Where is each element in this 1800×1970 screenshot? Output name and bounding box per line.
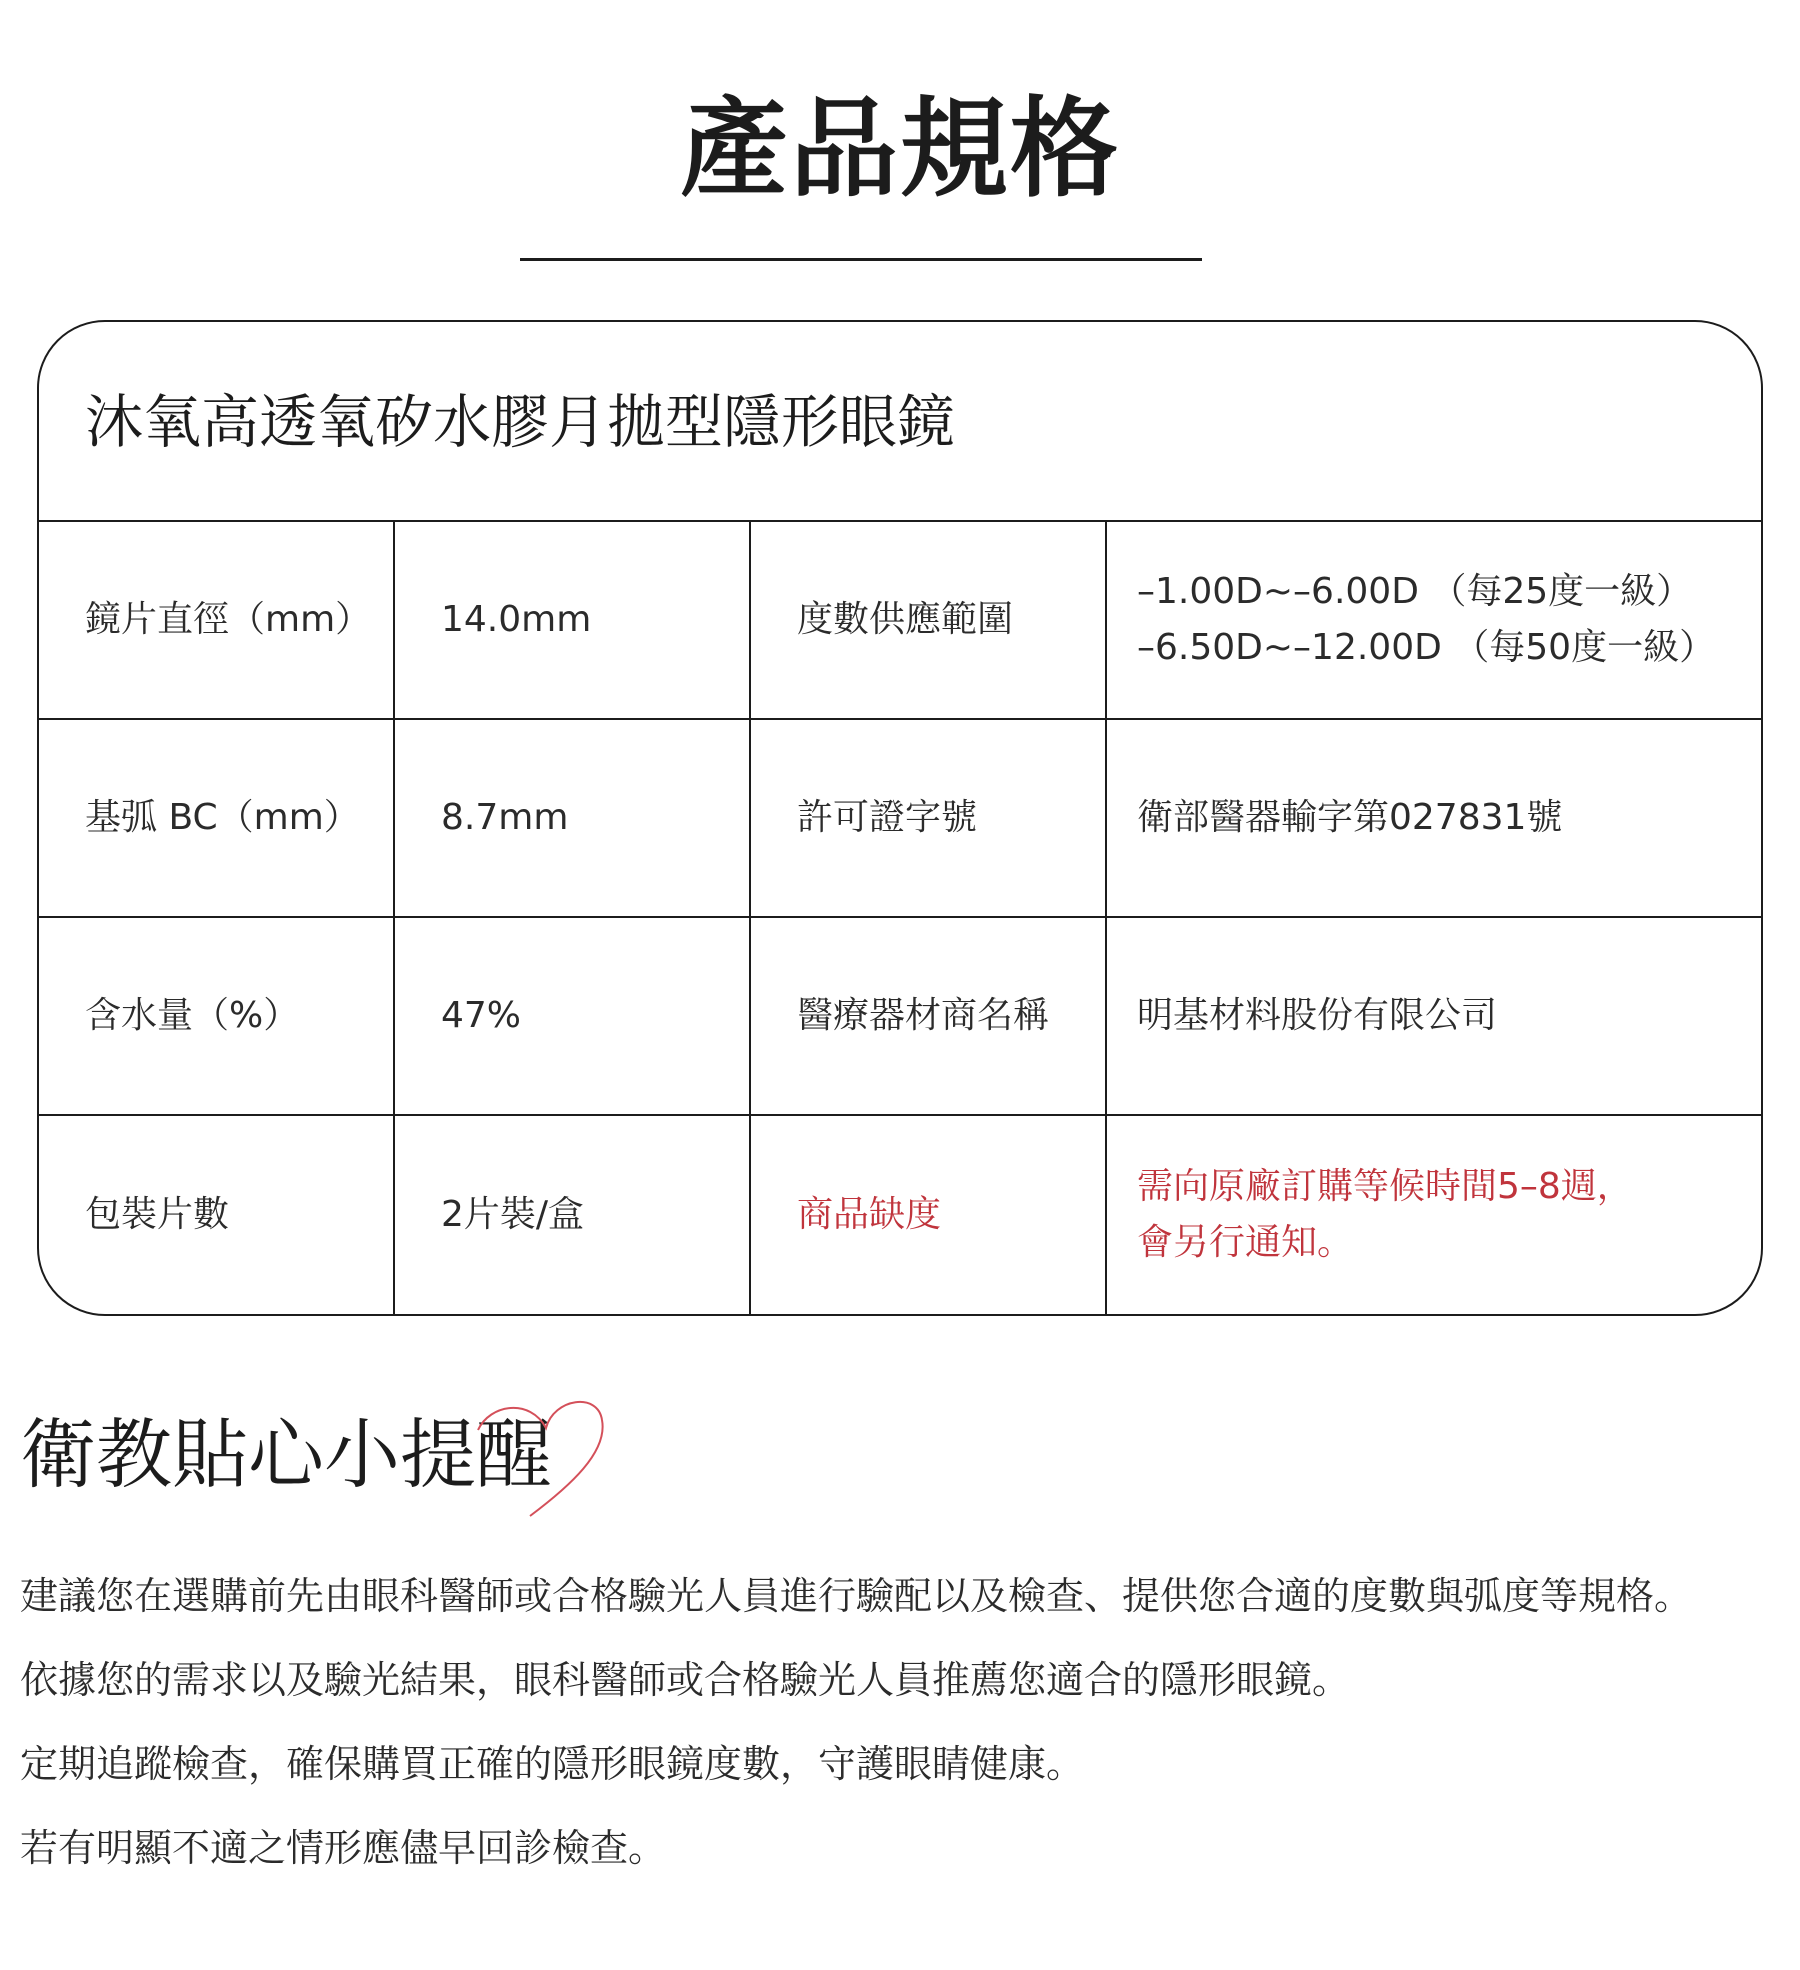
out-of-stock-line-2: 會另行通知。	[1137, 1222, 1354, 1263]
spec-value-base-curve: 8.7mm	[395, 720, 751, 918]
spec-grid	[39, 522, 1761, 1314]
spec-value-water-content: 47%	[395, 918, 751, 1116]
spec-label-package-count: 包裝片數	[39, 1116, 395, 1314]
spec-label-water-content: 含水量（%）	[39, 918, 395, 1116]
spec-value-power-range	[1107, 522, 1761, 720]
heart-outline-icon	[470, 1394, 632, 1518]
spec-label-base-curve: 基弧 BC（mm）	[39, 720, 395, 918]
tips-heading	[20, 1390, 620, 1540]
spec-card	[37, 320, 1763, 1316]
spec-value-license-number: 衛部醫器輸字第027831號	[1107, 720, 1761, 918]
page-title: 產品規格	[679, 87, 1120, 212]
spec-value-package-count: 2片裝/盒	[395, 1116, 751, 1314]
spec-value-manufacturer: 明基材料股份有限公司	[1107, 918, 1761, 1116]
spec-label-lens-diameter: 鏡片直徑（mm）	[39, 522, 395, 720]
spec-label-out-of-stock: 商品缺度	[751, 1116, 1107, 1314]
tip-line-2: 依據您的需求以及驗光結果，眼科醫師或合格驗光人員推薦您適合的隱形眼鏡。	[20, 1658, 1351, 1702]
product-name: 沐氧高透氧矽水膠月拋型隱形眼鏡	[39, 322, 1761, 522]
spec-label-power-range: 度數供應範圍	[751, 522, 1107, 720]
power-range-line-1: –1.00D~–6.00D （每25度一級）	[1137, 571, 1693, 612]
power-range-line-2: –6.50D~–12.00D （每50度一級）	[1137, 627, 1716, 668]
out-of-stock-line-1: 需向原廠訂購等候時間5–8週，	[1137, 1166, 1633, 1207]
spec-value-lens-diameter: 14.0mm	[395, 522, 751, 720]
spec-label-manufacturer: 醫療器材商名稱	[751, 918, 1107, 1116]
tip-line-3: 定期追蹤檢查，確保購買正確的隱形眼鏡度數，守護眼睛健康。	[20, 1742, 1085, 1786]
tips-title: 衛教貼心小提醒	[20, 1410, 552, 1499]
title-divider	[520, 258, 1202, 261]
tip-line-4: 若有明顯不適之情形應儘早回診檢查。	[20, 1826, 667, 1870]
tip-line-1: 建議您在選購前先由眼科醫師或合格驗光人員進行驗配以及檢查、提供您合適的度數與弧度等規格。	[20, 1574, 1693, 1618]
spec-label-license-number: 許可證字號	[751, 720, 1107, 918]
spec-value-out-of-stock-note	[1107, 1116, 1761, 1314]
